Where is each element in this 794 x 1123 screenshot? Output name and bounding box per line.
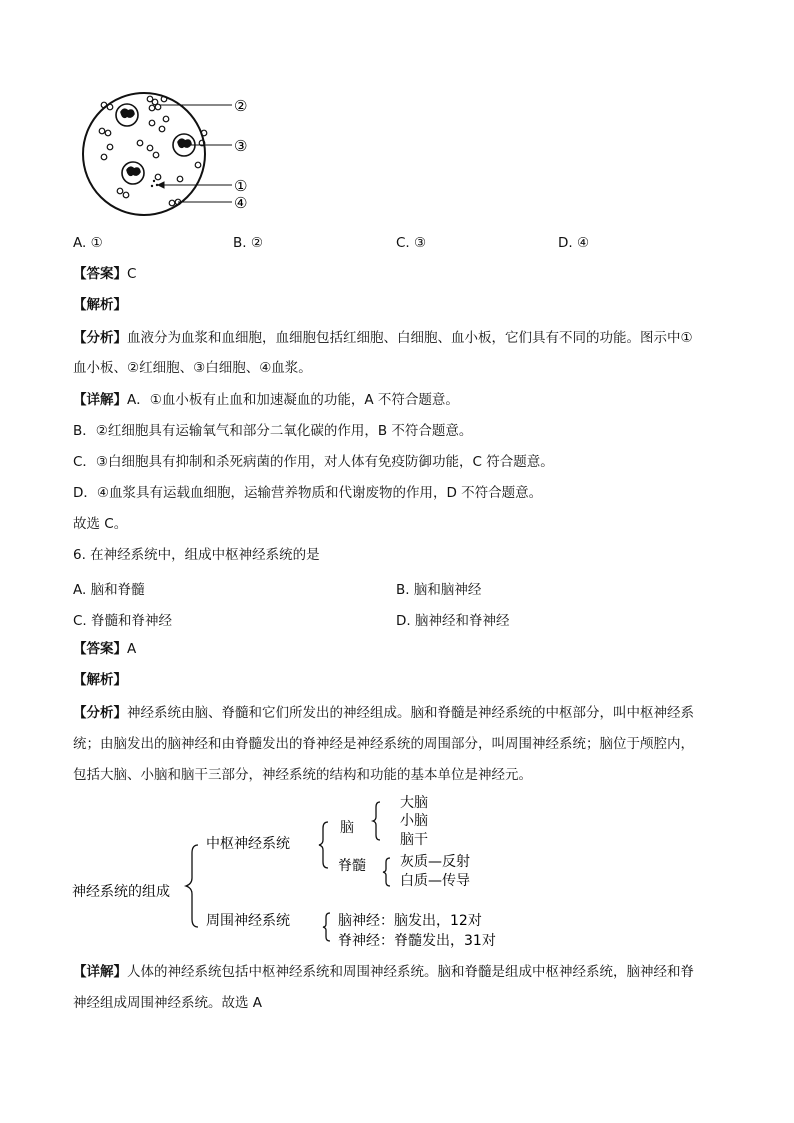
conclusion: 故选 C。: [73, 516, 128, 532]
detail-line-2: B．②红细胞具有运输氧气和部分二氧化碳的作用，B 不符合题意。: [73, 423, 473, 439]
question-6: 6. 在神经系统中，组成中枢神经系统的是: [73, 547, 320, 563]
label-1: ①: [234, 177, 248, 195]
analysis-heading: 【解析】: [73, 297, 127, 313]
peripheral-label: 周围神经系统: [206, 913, 290, 929]
q6-analysis-heading: 【解析】: [73, 672, 127, 688]
q6-fenxi-line-1: 【分析】神经系统由脑、脊髓和它们所发出的神经组成。脑和脊髓是神经系统的中枢部分，叫中枢神经系: [73, 705, 694, 721]
nervous-system-diagram: [70, 790, 530, 955]
detail-line-1: 【详解】A．①血小板有止血和加速凝血的功能，A 不符合题意。: [73, 392, 459, 408]
cranial-nerve-label: 脑神经：脑发出，12对: [338, 913, 482, 929]
option-a: A. ①: [73, 235, 103, 251]
white-blood-cell: [122, 162, 144, 184]
central-label: 中枢神经系统: [206, 836, 290, 852]
fenxi-line-1: 【分析】血液分为血浆和血细胞，血细胞包括红细胞、白细胞、血小板，它们具有不同的功能。图示中①: [73, 330, 693, 346]
option-d: D. ④: [558, 235, 590, 251]
fenxi-line-2: 血小板、②红细胞、③白细胞、④血浆。: [73, 360, 312, 376]
red-blood-cells: [99, 96, 207, 206]
cerebellum-label: 小脑: [400, 813, 428, 829]
platelets: [151, 180, 158, 187]
white-matter-label: 白质—传导: [400, 873, 470, 889]
white-blood-cell: [116, 104, 138, 126]
gray-matter-label: 灰质—反射: [400, 854, 470, 870]
q6-fenxi-line-2: 统；由脑发出的脑神经和由脊髓发出的脊神经是神经系统的周围部分，叫周围神经系统；脑位于颅腔内，: [73, 736, 694, 752]
q6-answer-line: 【答案】A: [73, 641, 137, 657]
q6-detail-line-2: 神经组成周围神经系统。故选 A: [73, 995, 263, 1011]
cerebrum-label: 大脑: [400, 795, 428, 811]
q6-option-a: A. 脑和脊髓: [73, 582, 145, 598]
root-label: 神经系统的组成: [72, 884, 170, 900]
option-b: B. ②: [233, 235, 263, 251]
q6-option-b: B. 脑和脑神经: [396, 582, 482, 598]
blood-smear-figure: [80, 85, 280, 225]
q6-detail-line-1: 【详解】人体的神经系统包括中枢神经系统和周围神经系统。脑和脊髓是组成中枢神经系统，脑神经和脊: [73, 964, 694, 980]
detail-line-4: D．④血浆具有运载血细胞，运输营养物质和代谢废物的作用，D 不符合题意。: [73, 485, 543, 501]
q6-option-c: C. 脊髓和脊神经: [73, 613, 173, 629]
spinal-label: 脊髓: [338, 858, 366, 874]
label-3: ③: [234, 137, 248, 155]
brain-label: 脑: [340, 820, 354, 836]
q6-option-d: D. 脑神经和脊神经: [396, 613, 510, 629]
answer-line: 【答案】C: [73, 266, 137, 282]
option-c: C. ③: [396, 235, 427, 251]
detail-line-3: C．③白细胞具有抑制和杀死病菌的作用，对人体有免疫防御功能，C 符合题意。: [73, 454, 554, 470]
label-4: ④: [234, 194, 248, 212]
q6-fenxi-line-3: 包括大脑、小脑和脑干三部分，神经系统的结构和功能的基本单位是神经元。: [73, 767, 532, 783]
label-2: ②: [234, 97, 248, 115]
brainstem-label: 脑干: [400, 832, 428, 848]
spinal-nerve-label: 脊神经：脊髓发出，31对: [338, 933, 496, 949]
